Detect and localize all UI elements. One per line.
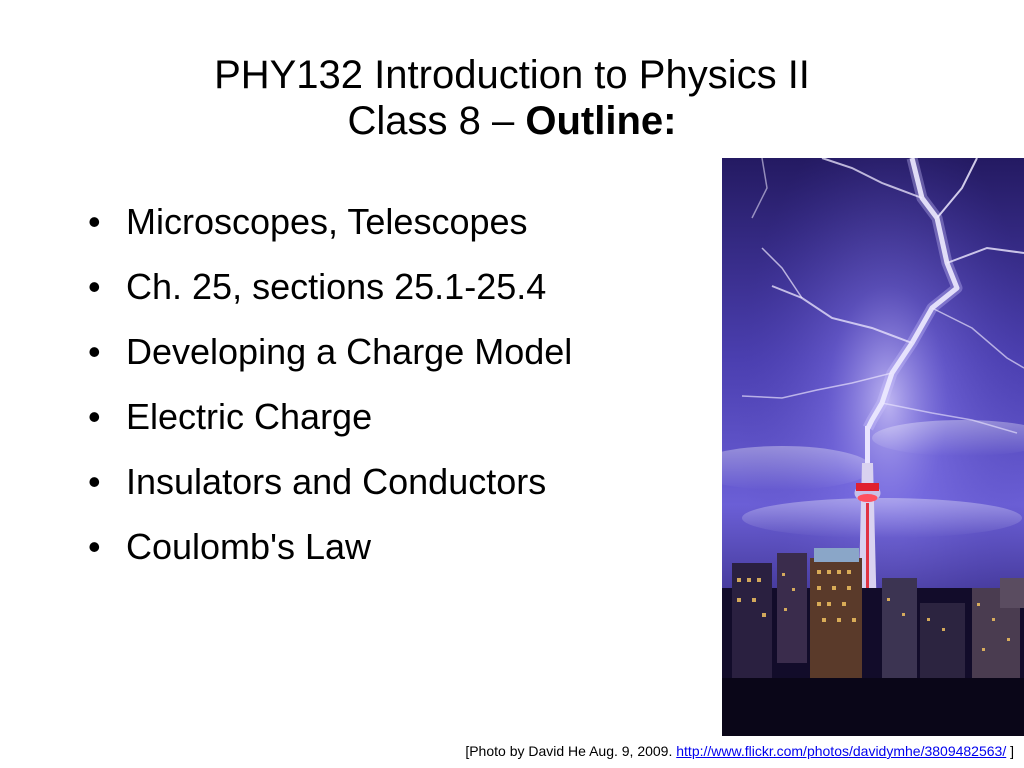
bullet-item-chapter [84,265,674,308]
bullet-text: Developing a Charge Model [126,331,573,372]
bullet-text: Electric Charge [126,396,373,437]
title-line-2-prefix: Class 8 – [347,99,526,143]
bullet-dot-icon: • [88,526,101,567]
bullet-item-microscopes [84,200,674,243]
bullet-dot-icon: • [88,331,101,372]
photo-credit [0,742,1014,760]
bullet-dot-icon: • [88,266,101,307]
bullet-item-insulators [84,460,674,503]
bullet-dot-icon: • [88,396,101,437]
bullet-text: Insulators and Conductors [126,461,547,502]
title-line-2-bold: Outline: [525,99,677,143]
bullet-list [84,200,674,590]
bullet-item-electric-charge [84,395,674,438]
lightning-cn-tower-icon [722,158,1024,736]
credit-suffix: ] [1006,743,1014,759]
bullet-dot-icon: • [88,201,101,242]
bullet-text: Ch. 25, sections 25.1-25.4 [126,266,547,307]
slide-title [0,52,1024,144]
bullet-item-charge-model [84,330,596,373]
title-line-2 [0,98,1024,144]
credit-link[interactable]: http://www.flickr.com/photos/davidymhe/3809482563/ [676,743,1007,759]
bullet-item-coulomb [84,525,674,568]
bullet-text: Microscopes, Telescopes [126,201,528,242]
title-line-1: PHY132 Introduction to Physics II [214,53,810,97]
bullet-dot-icon: • [88,461,101,502]
lightning-photo [722,158,1024,736]
bullet-text: Coulomb's Law [126,526,371,567]
credit-prefix: [Photo by David He Aug. 9, 2009. [465,743,677,759]
